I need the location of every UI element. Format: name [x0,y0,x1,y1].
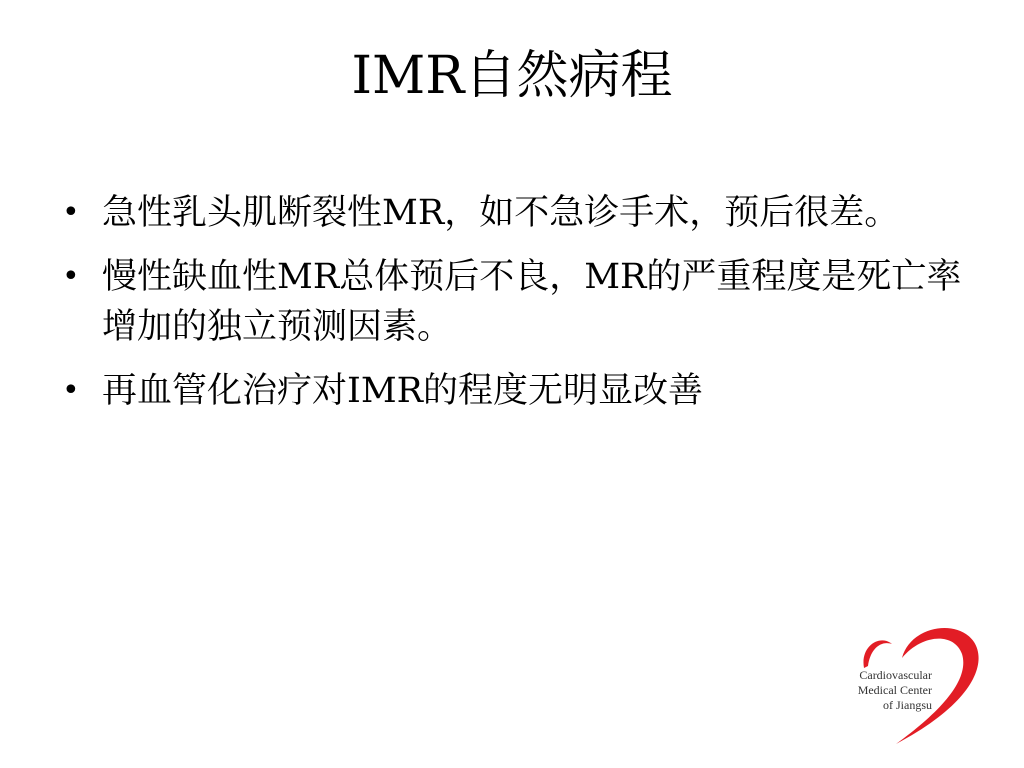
bullet-text: 急性乳头肌断裂性MR，如不急诊手术，预后很差。 [102,193,900,233]
logo-line-3: of Jiangsu [883,698,932,712]
bullet-icon: • [62,195,80,230]
bullet-text: 慢性缺血性MR总体预后不良，MR的严重程度是死亡率增加的独立预测因素。 [102,257,962,347]
heart-swoosh-left [863,640,892,668]
bullet-list [62,188,962,430]
logo-text [836,668,932,713]
bullet-icon: • [62,373,80,408]
logo-line-1: Cardiovascular [859,668,932,682]
bullet-icon: • [62,259,80,294]
bullet-text: 再血管化治疗对IMR的程度无明显改善 [102,371,704,411]
logo-line-2: Medical Center [857,683,932,697]
bullet-item [62,366,962,416]
bullet-item [62,252,962,352]
bullet-item [62,188,962,238]
cardiovascular-center-logo [830,620,985,748]
slide-title: IMR自然病程 [351,46,673,106]
